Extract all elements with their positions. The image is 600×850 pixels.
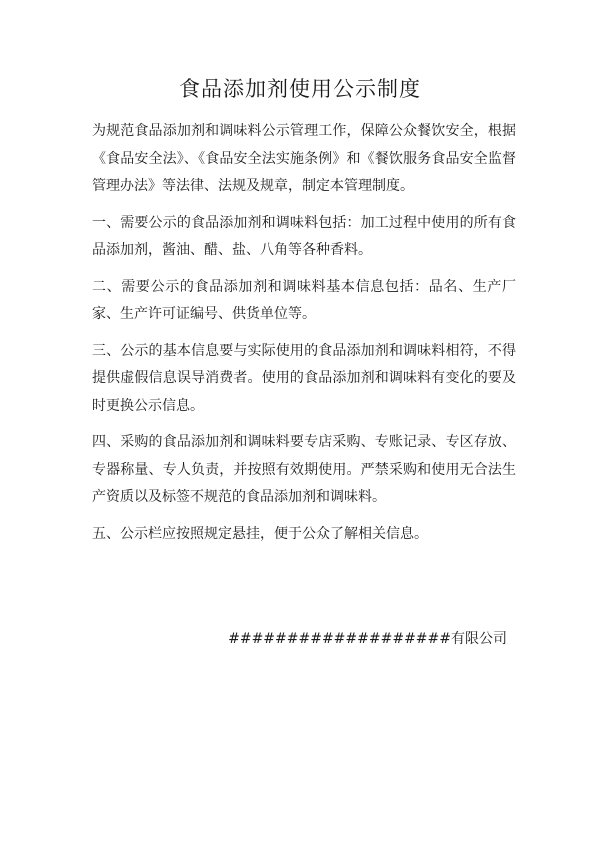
document-body bbox=[92, 118, 516, 557]
clause-4-paragraph: 四、采购的食品添加剂和调味料要专店采购、专账记录、专区存放、专器称量、专人负责，并按照有效期使用。严禁采购和使用无合法生产资质以及标签不规范的食品添加剂和调味料。 bbox=[92, 434, 516, 505]
clause-1-paragraph: 一、需要公示的食品添加剂和调味料包括：加工过程中使用的所有食品添加剂，酱油、醋、盐、八角等各种香料。 bbox=[92, 214, 516, 258]
clause-5-paragraph: 五、公示栏应按照规定悬挂，便于公众了解相关信息。 bbox=[92, 525, 428, 542]
company-signature: ###################有限公司 bbox=[228, 631, 507, 647]
document-title: 食品添加剂使用公示制度 bbox=[179, 77, 421, 101]
clause-2-paragraph: 二、需要公示的食品添加剂和调味料基本信息包括：品名、生产厂家、生产许可证编号、供货单位等。 bbox=[92, 278, 516, 322]
intro-paragraph: 为规范食品添加剂和调味料公示管理工作，保障公众餐饮安全，根据《食品安全法》、《食品安全法实施条例》和《餐饮服务食品安全监督管理办法》等法律、法规及规章，制定本管理制度。 bbox=[92, 123, 516, 194]
clause-3-paragraph: 三、公示的基本信息要与实际使用的食品添加剂和调味料相符，不得提供虚假信息误导消费者。使用的食品添加剂和调味料有变化的要及时更换公示信息。 bbox=[92, 342, 516, 414]
